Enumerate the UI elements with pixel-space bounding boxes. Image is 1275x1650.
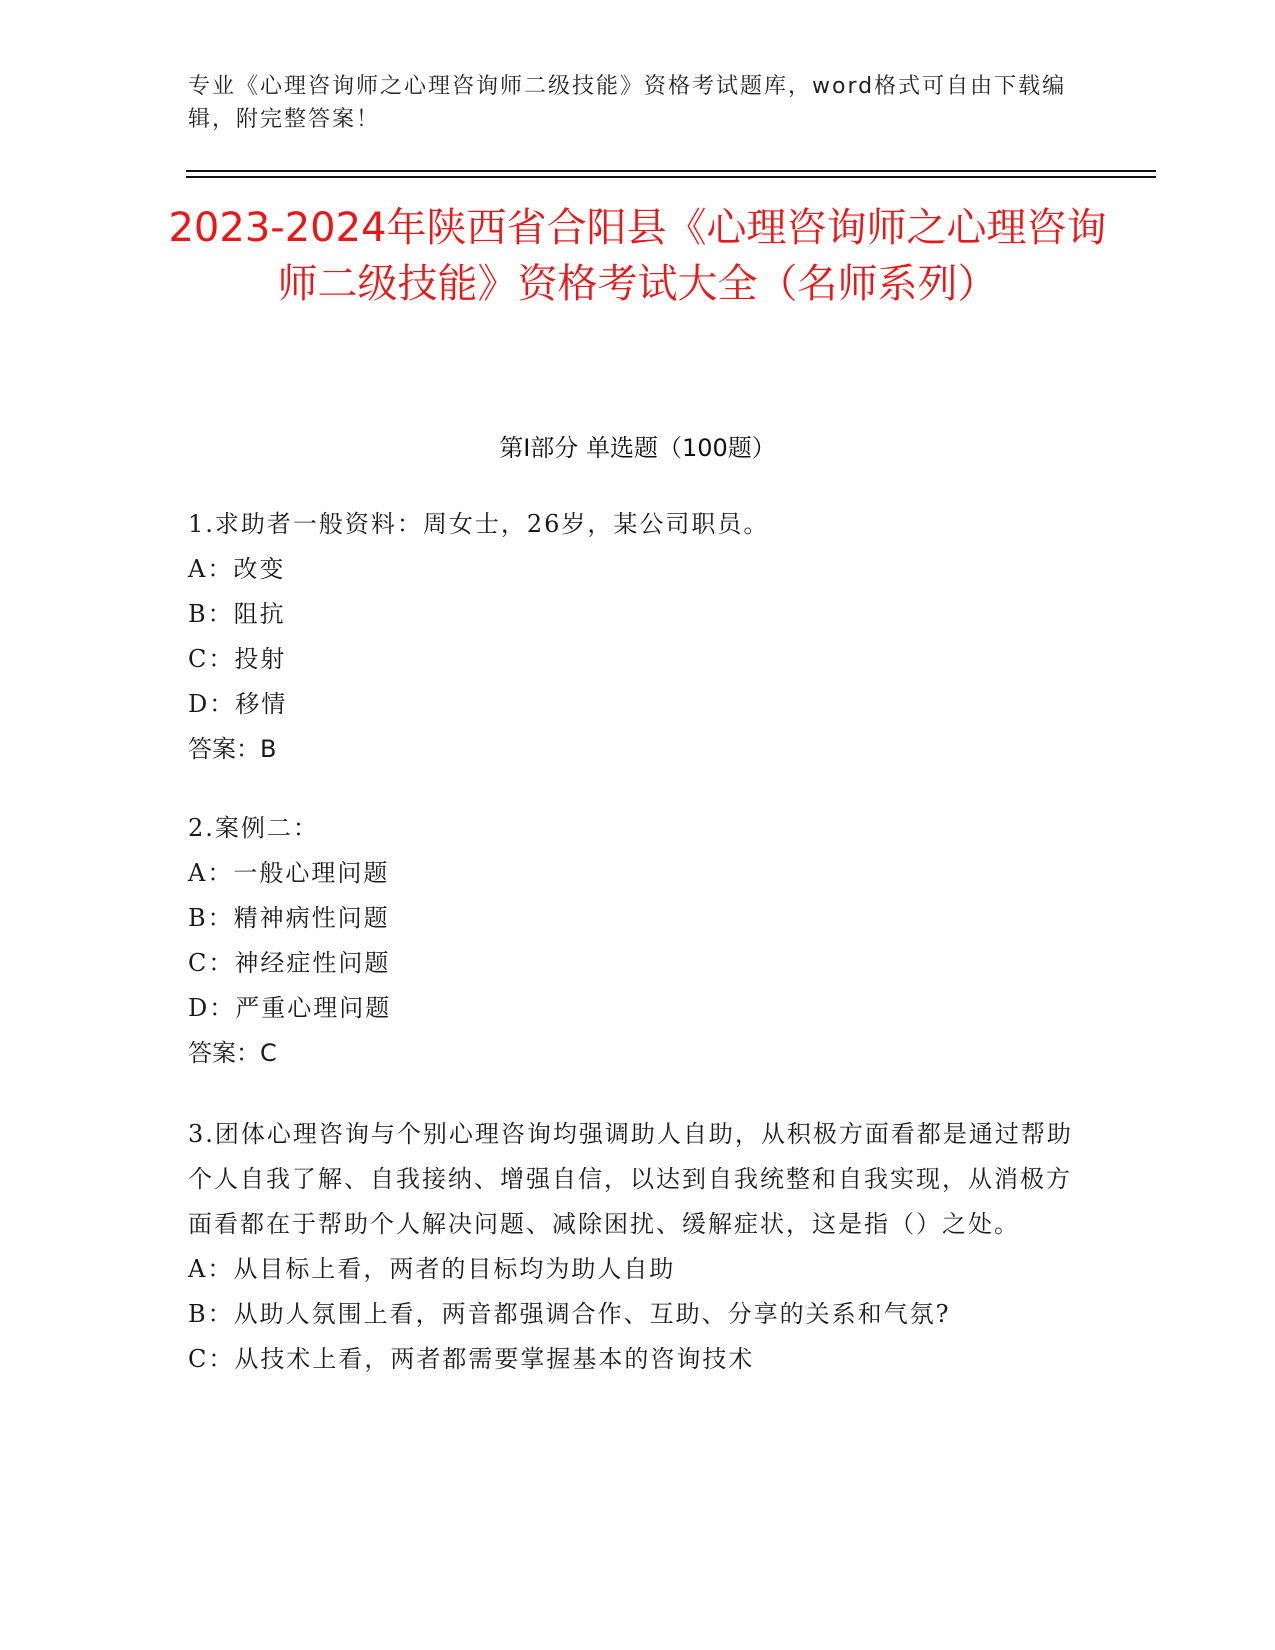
question-2 xyxy=(188,806,1088,1076)
option-c: C：神经症性问题 xyxy=(188,949,391,977)
document-title: 2023-2024年陕西省合阳县《心理咨询师之心理咨询师二级技能》资格考试大全（名师系列） xyxy=(168,205,1107,307)
option-b: B：从助人氛围上看，两音都强调合作、互助、分享的关系和气氛? xyxy=(188,1300,951,1328)
question-stem: 2.案例二： xyxy=(188,814,319,842)
option-b: B：阻抗 xyxy=(188,600,286,628)
option-c: C：从技术上看，两者都需要掌握基本的咨询技术 xyxy=(188,1345,755,1373)
option-c: C：投射 xyxy=(188,645,287,673)
section-heading: 第I部分 单选题（100题） xyxy=(499,434,776,462)
option-d: D：移情 xyxy=(188,690,288,718)
question-1 xyxy=(188,502,1088,772)
question-stem: 3.团体心理咨询与个别心理咨询均强调助人自助，从积极方面看都是通过帮助个人自我了解、自我接纳、增强自信，以达到自我统整和自我实现，从消极方面看都在于帮助个人解决问题、减除困扰、缓解症状，这是指（）之处。 xyxy=(188,1120,1073,1238)
answer-line: 答案：B xyxy=(188,735,277,763)
header-divider-top xyxy=(186,170,1156,172)
header-divider-bottom xyxy=(186,176,1156,178)
option-d: D：严重心理问题 xyxy=(188,994,392,1022)
option-a: A：从目标上看，两者的目标均为助人自助 xyxy=(188,1255,676,1283)
answer-line: 答案：C xyxy=(188,1039,277,1067)
question-3 xyxy=(188,1112,1088,1382)
question-stem: 1.求助者一般资料：周女士，26岁，某公司职员。 xyxy=(188,510,770,538)
option-b: B：精神病性问题 xyxy=(188,904,390,932)
option-a: A：一般心理问题 xyxy=(188,859,390,887)
option-a: A：改变 xyxy=(188,555,286,583)
header-note: 专业《心理咨询师之心理咨询师二级技能》资格考试题库，word格式可自由下载编辑，附完整答案！ xyxy=(188,74,1067,132)
